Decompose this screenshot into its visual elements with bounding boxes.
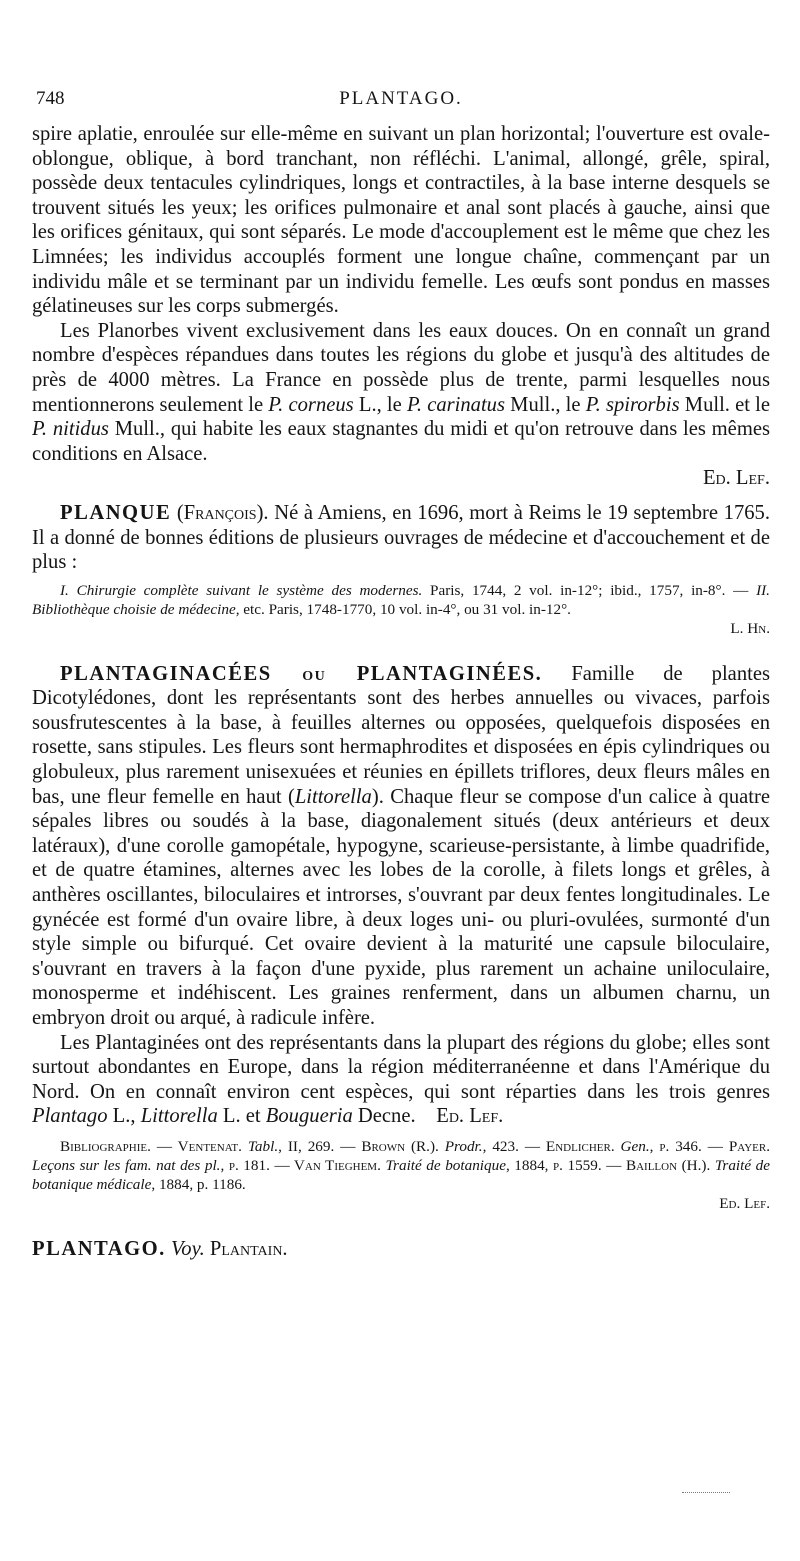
page-header xyxy=(32,88,770,116)
entry-plantago xyxy=(32,1237,770,1262)
entry-headword: PLANTAGINACÉES ou PLANTAGINÉES. xyxy=(60,662,543,685)
page-number: 748 xyxy=(36,88,65,109)
entry-headword: PLANQUE xyxy=(60,501,172,524)
genus-name: Littorella xyxy=(294,785,372,808)
planorbe-description: spire aplatie, enroulée sur elle-même en suivant un plan horizontal; l'ouverture est ovale-oblongue, oblique, à bord tranchant, non réfléchi. L'animal, allongé, grêle, spiral, possède deux tentacules cylindriques, longs et contractiles, à la base interne desquels se trouvent situés les yeux; les orifices pulmonaire et anal sont placés à gauche, ainsi que les orifices génitaux, qui sont séparés. Le mode d'accouplement est le même que chez les Limnées; les individus accouplés forment une longue chaîne, commençant par un individu mâle et se terminant par un individu femelle. Les œufs sont pondus en masses gélatineuses sur les corps submergés. xyxy=(32,123,770,318)
genus-name: Plantago xyxy=(32,1105,108,1128)
genus-name: Bougueria xyxy=(265,1105,353,1128)
page-body xyxy=(32,122,770,1262)
planorbe-habitat: Les Planorbes vivent exclusivement dans les eaux douces. On en connaît un grand nombre d'espèces répandues dans toutes les régions du globe et jusqu'à des altitudes de près de 4000 mètres. La France en possède plus de trente, parmi lesquelles nous mentionnerons seulement le P. corneus L., le P. carinatus Mull., le P. spirorbis Mull. et le P. nitidus Mull., qui habite les eaux stagnantes du midi et qu'on retrouve dans les mêmes conditions en Alsace. xyxy=(32,319,771,465)
entry-headword: PLANTAGO. xyxy=(32,1237,166,1260)
entry-planque: PLANQUE (François). Né à Amiens, en 1696, mort à Reims le 19 septembre 1765. Il a donné de bonnes éditions de plusieurs ouvrages de médecine et d'accouchement et de plus : xyxy=(32,501,771,574)
work-title: I. Chirurgie complète suivant le système des modernes. xyxy=(60,581,423,599)
bibliography-label: Bibliographie. xyxy=(60,1137,151,1155)
entry-person-name: (François). xyxy=(176,501,269,524)
species-name: P. corneus xyxy=(268,393,354,416)
species-name: P. spirorbis xyxy=(585,393,680,416)
entry-plantaginacees: PLANTAGINACÉES ou PLANTAGINÉES. Famille de plantes Dicotylédones, dont les représentants sont des herbes annuelles ou vivaces, parfois sousfrutescentes à la base, à feuilles alternes ou opposées, quelquefois disposées en rosette, sans stipules. Les fleurs sont hermaphrodites et disposées en épis cylindriques ou globuleux, plus rarement unisexuées et réunies en épillets triflores, deux fleurs mâles en bas, une fleur femelle en haut (Littorella). Chaque fleur se compose d'un calice à quatre sépales libres ou soudés à la base, diagonalement situés (deux antérieurs et deux latéraux), d'une corolle gamopétale, hypogyne, scarieuse-persistante, à limbe quadrifide, et de quatre étamines, alternes avec les lobes de la corolle, à filets longs et grêles, à anthères oscillantes, biloculaires et introrses, s'ouvrant par deux fentes longitudinales. Le gynécée est formé d'un ovaire libre, à deux loges uni- ou pluri-ovulées, surmonté d'un style simple ou bifurqué. Cet ovaire devient à la maturité une capsule biloculaire, s'ouvrant en travers à la façon d'une pyxide, plus rarement un achaine uniloculaire, monosperme et indéhiscent. Les graines renferment, dans un albumen charnu, un embryon droit ou arqué, à radicule infère. xyxy=(32,662,771,1029)
genus-name: Littorella xyxy=(140,1105,218,1128)
author-signature: Ed. Lef. xyxy=(702,467,770,490)
plantaginacees-distribution: Les Plantaginées ont des représentants dans la plupart des régions du globe; elles sont surtout abondantes en Europe, dans la région méditerranéenne et dans l'Amérique du Nord. On en connaît environ cent espèces, qui sont réparties dans les trois genres Plantago L., Littorella L. et Bougueria Decne. Ed. Lef. xyxy=(32,1031,770,1128)
dictionary-page xyxy=(32,0,770,1561)
page-footer-rule xyxy=(682,1492,730,1493)
bibliography: Bibliographie. — Ventenat. Tabl., II, 269. — Brown (R.). Prodr., 423. — Endlicher. Gen., p. 346. — Payer. Leçons sur les fam. nat des pl., p. 181. — Van Tieghem. Traité de botanique, 1884, p. 1559. — Baillon (H.). Traité de botanique médicale, 1884, p. 1186. xyxy=(32,1137,771,1193)
species-name: P. carinatus xyxy=(406,393,505,416)
author-signature: Ed. Lef. xyxy=(436,1105,504,1128)
author-signature: Ed. Lef. xyxy=(719,1194,770,1212)
work-title: II. Bibliothèque choisie de médecine, xyxy=(32,581,770,618)
running-head: PLANTAGO. xyxy=(339,88,463,109)
see-reference: Voy. xyxy=(170,1237,205,1260)
author-signature: L. Hn. xyxy=(730,619,770,637)
species-name: P. nitidus xyxy=(32,418,109,441)
cross-reference-target: Plantain. xyxy=(209,1237,288,1260)
works-list: I. Chirurgie complète suivant le système des modernes. Paris, 1744, 2 vol. in-12°; ibid., 1757, in-8°. — II. Bibliothèque choisie de médecine, etc. Paris, 1748-1770, 10 vol. in-4°, ou 31 vol. in-12°. xyxy=(32,581,770,618)
